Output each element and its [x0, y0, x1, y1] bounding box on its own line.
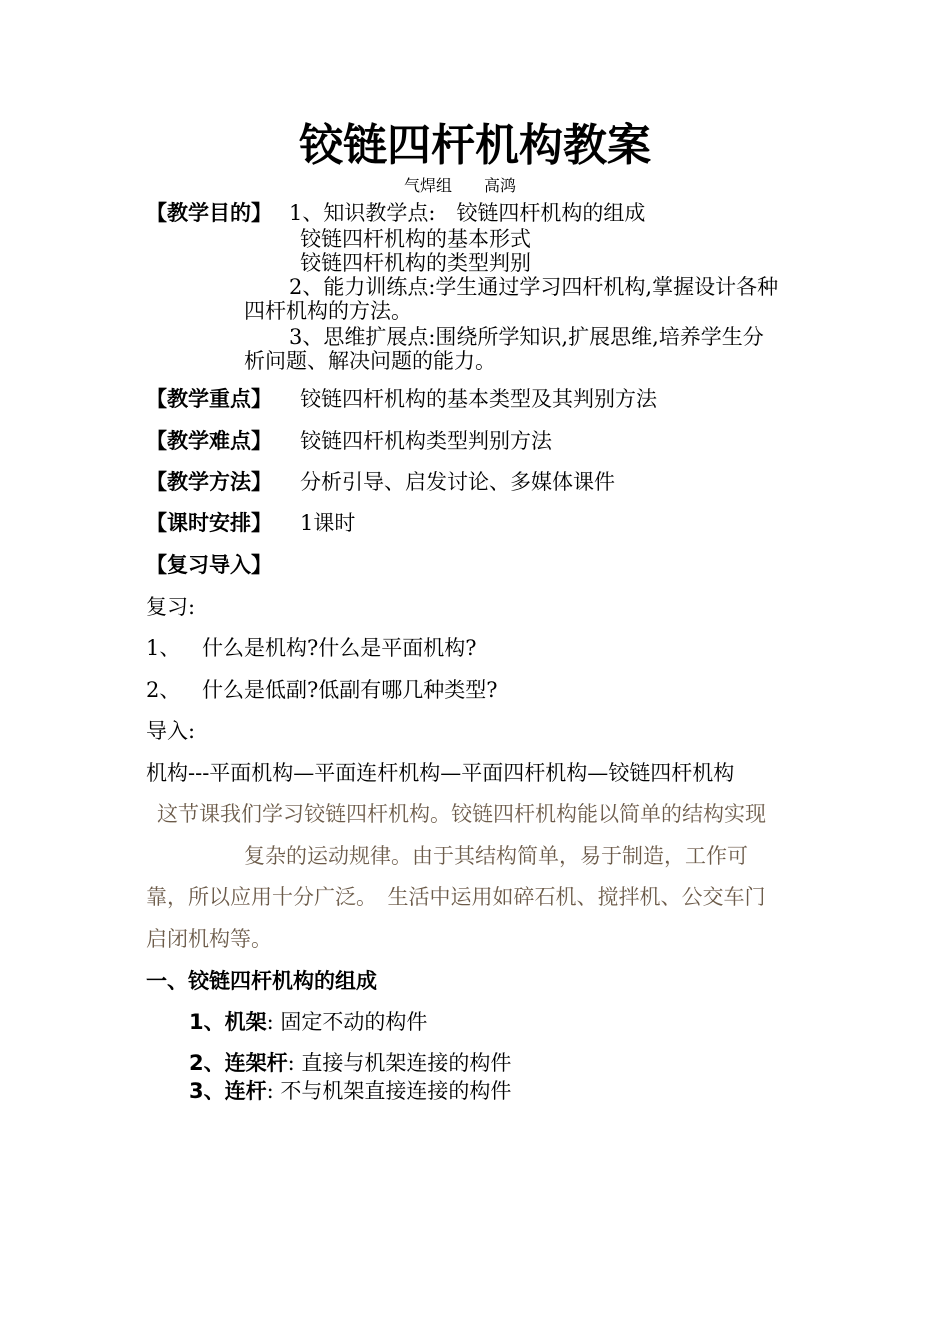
objectives-line-4: 2、能力训练点:学生通过学习四杆机构,掌握设计各种: [289, 275, 779, 299]
intro-chain: 机构---平面机构—平面连杆机构—平面四杆机构—铰链四杆机构: [146, 761, 735, 785]
objectives-line-7: 析问题、解决问题的能力。: [244, 349, 496, 373]
intro-paragraph-line-1: 这节课我们学习铰链四杆机构。铰链四杆机构能以简单的结构实现: [157, 802, 766, 826]
review-question-1-number: 1、: [146, 636, 181, 660]
component-coupler-text: : 不与机架直接连接的构件: [266, 1079, 512, 1103]
key-points-label: 【教学重点】: [146, 387, 272, 411]
objectives-line-6: 3、思维扩展点:围绕所学知识,扩展思维,培养学生分: [289, 325, 764, 349]
component-frame-text: : 固定不动的构件: [266, 1010, 428, 1034]
review-intro-label: 【复习导入】: [146, 553, 272, 577]
component-side-link-label: 2、连架杆: [189, 1051, 288, 1075]
difficulties-label: 【教学难点】: [146, 429, 272, 453]
review-question-2: 什么是低副?低副有哪几种类型?: [202, 678, 498, 702]
component-coupler-label: 3、连杆: [189, 1079, 267, 1103]
schedule-text: 1课时: [300, 511, 356, 535]
component-frame-label: 1、机架: [189, 1010, 267, 1034]
methods-label: 【教学方法】: [146, 470, 272, 494]
review-question-2-number: 2、: [146, 678, 181, 702]
component-side-link-text: : 直接与机架连接的构件: [287, 1051, 512, 1075]
author-line: 气焊组 高鸿: [404, 176, 517, 195]
schedule-label: 【课时安排】: [146, 511, 272, 535]
review-question-1: 什么是机构?什么是平面机构?: [202, 636, 477, 660]
key-points-text: 铰链四杆机构的基本类型及其判别方法: [300, 387, 657, 411]
objectives-line-5: 四杆机构的方法。: [244, 299, 412, 323]
difficulties-text: 铰链四杆机构类型判别方法: [300, 429, 552, 453]
objectives-line-2: 铰链四杆机构的基本形式: [300, 227, 531, 251]
methods-text: 分析引导、启发讨论、多媒体课件: [300, 470, 615, 494]
review-heading: 复习:: [146, 595, 196, 619]
intro-paragraph-line-4: 启闭机构等。: [146, 927, 272, 951]
objectives-label: 【教学目的】: [146, 201, 272, 225]
page-title: 铰链四杆机构教案: [299, 120, 651, 171]
intro-paragraph-line-2: 复杂的运动规律。由于其结构简单，易于制造，工作可: [244, 844, 748, 868]
component-side-link: [189, 1053, 511, 1074]
intro-heading: 导入:: [146, 719, 196, 743]
component-coupler: [189, 1081, 511, 1102]
section-1-heading: 一、铰链四杆机构的组成: [146, 969, 377, 993]
objectives-line-1: 1、知识教学点: 铰链四杆机构的组成: [289, 201, 646, 225]
objectives-line-3: 铰链四杆机构的类型判别: [300, 251, 531, 275]
component-frame: [189, 1012, 427, 1033]
intro-paragraph-line-3: 靠，所以应用十分广泛。 生活中运用如碎石机、搅拌机、公交车门: [146, 885, 766, 909]
